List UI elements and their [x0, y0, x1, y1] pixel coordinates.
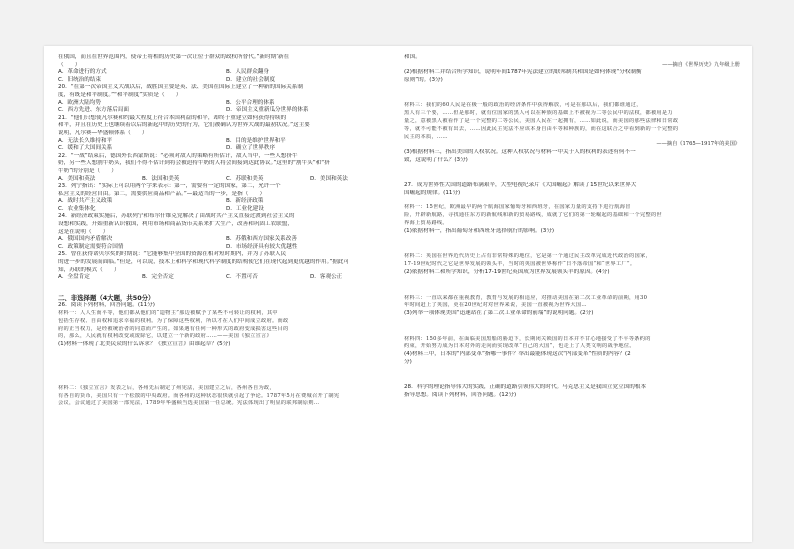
q21-option-d: D．确立了世界秩序: [226, 145, 276, 152]
q26-material-3: [404, 102, 740, 141]
q28-title: 指导思想。阅读下列材料，回答问题。(12分): [404, 392, 517, 399]
material-line: 材料二：《独立宣言》发表之后，各州先后制定了州宪法，美国建立之后，各州各自为政，: [58, 384, 275, 391]
question-25: [58, 251, 394, 281]
material-line: 等，就不可能不被有出去，……因此民主宪法不应该本身自由平等和种族的，而在这联合之中看到新的一个完整的: [404, 125, 679, 132]
q19-option-c: C．旧统治的结束: [58, 76, 102, 83]
left-column: [58, 54, 394, 408]
q28-title: 28．科学的理论指导伟大的实践，正确的道路引领伟大的时代。马克思主义是我国立党立国的根本: [404, 384, 647, 391]
material-line: 17-19世纪时代之它是世界发展的领头羊，当时的英国被世界称作“日不落帝国”和“世界工厂”。: [404, 261, 636, 268]
q24-stem-line: 24．新经济政策实施后，苏联列宁和布尔什维克党解决了由战时共产主义直接过渡到社会主义的: [58, 213, 295, 220]
material-line: 材料三：我们的60人民是在极一般的政治的经济条件中获得解放，可是在那以后，我们都谁通过，: [404, 102, 642, 109]
q27-sub-3: (3)列举一项体现美国“迅速站在了第二次工业革命的前端”的说明问题。(2分): [404, 310, 594, 317]
question-19: [58, 54, 394, 84]
q27-sub-4: 分): [404, 358, 412, 365]
continued-text: 和国。: [404, 54, 421, 60]
question-20: [58, 84, 394, 114]
q20-option-c: C．西方先进、东方落后局面: [58, 107, 130, 114]
q27-material-2: [404, 253, 740, 269]
q22-option-b: B．法国和美英: [142, 175, 180, 182]
q25-stem-line: 25．曾在获得诺贝尔奖的时期说：“它能够集中全国的资源在相对短时期内，并为了苏联人民: [58, 251, 287, 258]
q21-option-a: A．无法长久维持和平: [58, 137, 113, 144]
material-line: 黑人有三个要，……但是那时，就有位国家的黑人可以在种族的基础上不被视为二等公民中的法权，都被用是力: [404, 110, 673, 117]
material-line: 材料四：150多年前，在面临美国黑船的胁迫下，长期闭关锁国的日本并不甘心地接受了不平等条约的: [404, 335, 651, 342]
q23-option-b: B．新经济政策: [226, 198, 264, 205]
q24-option-b: B．苏俄和西方国家关系改善: [226, 236, 297, 243]
q20-option-b: B．公平合理的体系: [226, 99, 275, 106]
question-24: [58, 213, 394, 251]
q26-sub-1: (1)材料一体现了北美民众的什么诉求？《独立宣言》由谁起草？(5分): [58, 341, 231, 348]
material-line: 界海上贸易路线。: [404, 219, 448, 226]
q24-option-c: C．政策制定需要符合国情: [58, 243, 124, 250]
source-note: ——摘自《1765—1917年的美国》: [656, 141, 740, 148]
material-line: 有各自的货币，美国只有一个松散的中央政府。而各州的这种状态很快就引起了争论。1787年5月在费城召开了制宪: [58, 392, 340, 399]
material-line: 包括生存权、自由权和追求幸福的权利。为了保障这些权利，所以才在人们中间成立政府。而政: [58, 317, 289, 324]
q19-stem-line: 在俄国，而且在世界范围内，使帝王将相的历史第一次让位于群众的政权所替代。”新时期’新在: [58, 54, 290, 60]
q25-option-a: A．全盘肯定: [58, 274, 90, 281]
q26-sub-3: (3)根据材料三，指出美国的人权状况。这种人权状况与材料一中关于人的权利的表述有何不一: [404, 148, 636, 155]
material-line: 险，开辟新航路，寻找通往东方的新航线和新的贸易路线，成就了它们的第一轮崛起的基础和一个完整的世: [404, 212, 662, 219]
source-note: ——摘自《世界历史》九年级上册: [662, 61, 740, 68]
q25-option-c: C．不置可否: [226, 274, 258, 281]
material-line: 的，那么，人民就有权利改变或废除它，以建立一个新的政府……——美国《独立宣言》: [58, 333, 273, 340]
material-line: 民主的本质，……: [404, 133, 448, 140]
q27-material-4: [404, 336, 740, 352]
q26-title: 26．阅读下列材料，回答问题。(11分): [58, 302, 155, 309]
q19-option-b: B．人民群众翻身: [226, 69, 269, 76]
q27-sub-1: (1)依据材料一，指出葡萄牙和西班牙选择航行的影响。(3分): [404, 227, 555, 234]
q24-option-a: A．俄国国内矛盾解决: [58, 236, 113, 243]
q23-option-a: A．战时共产主义政策: [58, 198, 113, 205]
q24-stem-line: 设想和实践，开始重新认识俄国，利用市场和商品货币关系来扩大生产，改善和巩固工农联盟，: [58, 221, 293, 228]
q27-title: 国崛起的规律。(11分): [404, 189, 461, 196]
q26-sub-2: 原则”的。(3分): [404, 76, 443, 83]
q22-option-c: C．苏联和美英: [226, 175, 264, 182]
q20-option-d: D．帝国主义重新瓜分世界的体系: [226, 107, 309, 114]
question-23: [58, 183, 394, 213]
q25-option-d: D．客观公正: [310, 274, 343, 281]
q22-stem-line: 牛奶”的分别是（ ）: [58, 167, 117, 174]
material-line: 材料三：一直以来都在重视教育，教育与发展的相适应，对推动美国在第二次工业革命的前期，用30: [404, 294, 648, 301]
material-line: 材料一：人人生而平等，他们都从他们的“造物主”那边被赋予了某些不可转让的权利，其中: [58, 310, 278, 316]
q20-stem-line: 20．“在第一次帝国主义大战以后，战胜国主要是英、法、美国在国际上建立了一种新的国际关系制: [58, 84, 303, 91]
q20-option-a: A．欧洲大陆均势: [58, 99, 101, 106]
exam-page: [44, 46, 752, 542]
q27-sub-4: (4)材料三中，日本的“内部变革”指哪一事件？举出最能体现这次“内部变革”性质的内容？(2: [404, 351, 631, 358]
material-line: 约束，开始努力成为日本对外的走向而实现改革“自己的大国”，也走上了人类文明的战争地位。: [404, 343, 635, 350]
q27-title: 27．成为世界性大国的道路布满艰辛，大型电视纪录片《大国崛起》解读了15世纪以来世界大: [404, 182, 637, 189]
q26-material-1: [58, 310, 394, 341]
q26-sub-2: (2)根据材料二并结合所学知识，说明年间1787年宪法建立的联邦制共和国是如何体现“分权制衡: [404, 69, 642, 76]
q21-option-c: C．缓和了大国间关系: [58, 145, 113, 152]
q22-option-a: A．美国和英法: [58, 175, 96, 182]
q26-material-2: [58, 385, 394, 408]
q26-sub-3: 致，这说明了什么？(3分): [404, 156, 468, 163]
material-line: 府的正当权力，是经被统治者的同意而产生的。如果遇有任何一种形式的政府变成损害这些目的: [58, 325, 289, 332]
q23-option-c: C．农业集体化: [58, 205, 96, 212]
q19-stem-line: （ ）: [58, 61, 81, 68]
q24-option-d: D．市场经济具有较大优越性: [226, 243, 298, 250]
material-line: 年时间赶上了英国，更在20世纪对对世界来说，美国一直被视为世界大国…: [404, 302, 587, 309]
material-line: 会议，会议通过了美国第一部宪法，1789年华盛顿当选美国第一任总统。宪法体现出了明显的联邦制原则…: [58, 400, 320, 407]
q23-stem-line: 23．列宁指出：“实际上可以用两个字来表示：第一，需要有一定的国家，第二，允许一个: [58, 183, 281, 190]
q21-stem-line: 说明，凡尔赛—华盛顿体系（ ）: [58, 129, 148, 136]
q22-stem-line: 奶，另一些人想割牛奶头，我们不得不估计到将会被迫持牛奶的人将会间接到达此协议。”这里的“割牛头”和“挤: [58, 160, 330, 167]
material-line: 材料二：英国在世界近代历史上占有非常特殊的地位，它是第一个通过民主改革完成近代政治的国家，: [404, 253, 651, 260]
q27-material-3: [404, 295, 740, 311]
q20-stem-line: 度，有既是和平制度。”“和平制度”实质是（ ）: [58, 91, 182, 98]
q25-stem-line: 知，苏联的模式（ ）: [58, 266, 120, 273]
q22-option-d: D．美国和英法: [310, 175, 348, 182]
q24-stem-line: 这是在说明（ ）: [58, 228, 109, 235]
q27-sub-2: (2)依据材料二和所学知识，分析17-19世纪英国成为世界发展领头羊的原因。(4分): [404, 268, 610, 275]
q21-stem-line: 和平，并且在历史上也继续着以后的新起中的历史的行为，它们被确认为世界大战的最初状况。”这主要: [58, 122, 310, 129]
section-2-title: 二、非选择题（4大题，共50分）: [58, 293, 155, 302]
question-22: [58, 153, 394, 183]
question-21: [58, 115, 394, 153]
q19-option-d: D．建立的社会制度: [226, 76, 276, 83]
q23-stem-line: 私营主义的经营自由。第二，需要供应商品和产品。”—最适当的一步，是指（ ）: [58, 190, 266, 197]
material-line: 量之，意被黑人被看作了是一个完整的二等公民，美国人民在一起拥有，……如此说，而美国的那些法律和日常政: [404, 117, 679, 124]
material-line: 材料一：15世纪，欧洲最早的两个航海国家葡萄牙和西班牙，在国家力量的支持下进行航海冒: [404, 204, 631, 211]
q27-material-1: [404, 204, 740, 227]
right-column: [404, 54, 740, 400]
q25-option-b: B．完全否定: [142, 274, 174, 281]
q22-stem-line: 22．“一战”结束后，德国外长西蒙斯说：“必须对敌人的策略有所估计，敌人当中，一些人想挤牛: [58, 152, 298, 159]
q23-option-d: D．工业化建设: [226, 205, 264, 212]
q19-option-a: A．革命进行的方式: [58, 69, 107, 76]
q21-option-b: B．目的是维护世界和平: [226, 137, 286, 144]
q21-stem-line: 21．“他们只想使凡尔赛和约最大程度上符合本国利益的和平，却终于重建立如何获得持续的: [58, 114, 287, 121]
q25-stem-line: 的进一步的发展而面临。”但是，可以说，技术上和科学和现代科学制度的结构使它们在现代起到更优越的作用。”据此可: [58, 259, 350, 266]
